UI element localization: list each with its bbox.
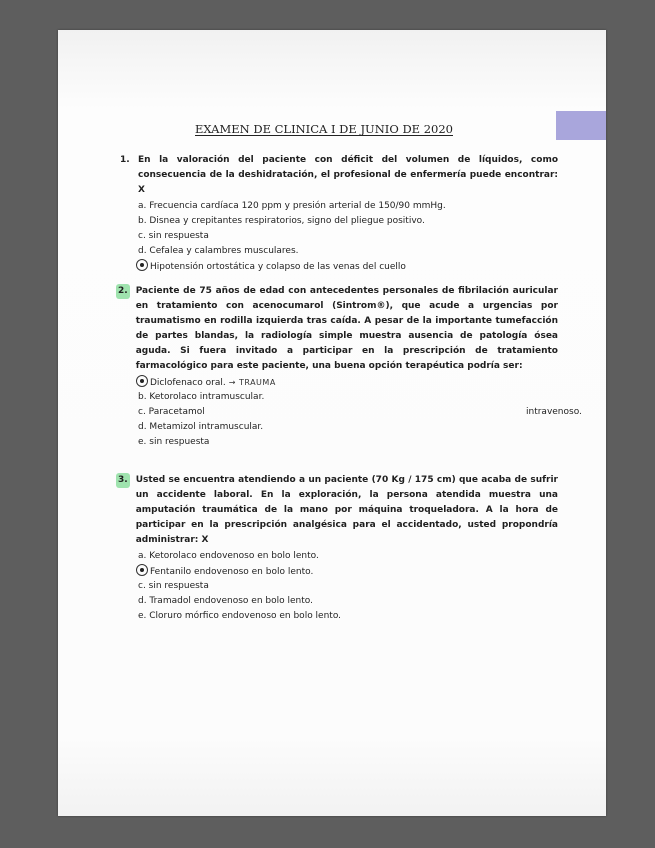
option-a-selected[interactable] xyxy=(138,375,558,390)
question-text: Paciente de 75 años de edad con antecedentes personales de fibrilación auricular en tratamiento con acenocumarol (Sintrom®), que acude a urgencias por traumatismo en rodilla izquierda tras caída. A pesar de la importante tumefacción de partes blandas, la radiología simple muestra ausencia de patología ósea aguda. Si fuera invitado a participar en la prescripción de tratamiento farmacológico para este paciente, una buena opción terapéutica podría ser: xyxy=(135,286,558,371)
question-number: 1. xyxy=(120,155,130,165)
option-b[interactable] xyxy=(138,390,558,405)
option-text: b. Disnea y crepitantes respiratorios, signo del pliegue positivo. xyxy=(138,216,425,226)
option-text: Hipotensión ortostática y colapso de las venas del cuello xyxy=(150,262,406,272)
question-number: 3. xyxy=(116,473,130,488)
question-3 xyxy=(120,473,558,624)
option-text: a. Ketorolaco endovenoso en bolo lento. xyxy=(138,551,319,561)
question-text: Usted se encuentra atendiendo a un paciente (70 Kg / 175 cm) que acaba de sufrir un accidente laboral. En la exploración, la persona atendida muestra una amputación traumática de la mano por máquina troqueladora. A la hora de participar en la prescripción analgésica para el accidentado, usted propondría administrar: X xyxy=(135,475,558,545)
option-text: e. sin respuesta xyxy=(138,437,210,447)
option-text: d. Metamizol intramuscular. xyxy=(138,422,264,432)
option-e-selected[interactable] xyxy=(138,259,558,274)
question-number: 2. xyxy=(116,284,130,299)
question-2 xyxy=(118,284,582,450)
question-text: En la valoración del paciente con déficit del volumen de líquidos, como consecuencia de la deshidratación, el profesional de enfermería puede encontrar: X xyxy=(138,155,558,195)
selected-circle-icon xyxy=(136,375,148,387)
selected-circle-icon xyxy=(136,564,148,576)
option-text: c. Paracetamol xyxy=(138,407,205,417)
option-c[interactable] xyxy=(138,229,558,244)
handwritten-note: → TRAUMA xyxy=(228,378,276,387)
option-text: c. sin respuesta xyxy=(138,231,209,241)
exam-title: EXAMEN DE CLINICA I DE JUNIO DE 2020 xyxy=(195,122,453,136)
option-list xyxy=(138,375,582,450)
option-d[interactable] xyxy=(138,594,558,609)
option-text: c. sin respuesta xyxy=(138,581,209,591)
option-e[interactable] xyxy=(138,609,558,624)
option-e[interactable] xyxy=(138,435,558,450)
option-b-selected[interactable] xyxy=(138,564,558,579)
exam-page xyxy=(58,30,606,816)
option-a[interactable] xyxy=(138,549,558,564)
option-text: b. Ketorolaco intramuscular. xyxy=(138,392,265,402)
sticky-note-tab xyxy=(556,111,606,140)
option-text: Fentanilo endovenoso en bolo lento. xyxy=(150,567,314,577)
option-text: e. Cloruro mórfico endovenoso en bolo lento. xyxy=(138,611,342,621)
option-d[interactable] xyxy=(138,420,558,435)
option-c[interactable] xyxy=(138,405,582,420)
option-extra-text: intravenoso. xyxy=(526,407,582,417)
option-a[interactable] xyxy=(138,199,558,214)
option-text: Diclofenaco oral. xyxy=(150,378,226,388)
option-text: a. Frecuencia cardíaca 120 ppm y presión arterial de 150/90 mmHg. xyxy=(138,201,446,211)
option-d[interactable] xyxy=(138,244,558,259)
option-c[interactable] xyxy=(138,579,558,594)
selected-circle-icon xyxy=(136,259,148,271)
question-1 xyxy=(120,153,558,274)
option-list xyxy=(138,199,558,274)
option-text: d. Tramadol endovenoso en bolo lento. xyxy=(138,596,313,606)
option-b[interactable] xyxy=(138,214,558,229)
option-list xyxy=(138,549,558,624)
option-text: d. Cefalea y calambres musculares. xyxy=(138,246,299,256)
